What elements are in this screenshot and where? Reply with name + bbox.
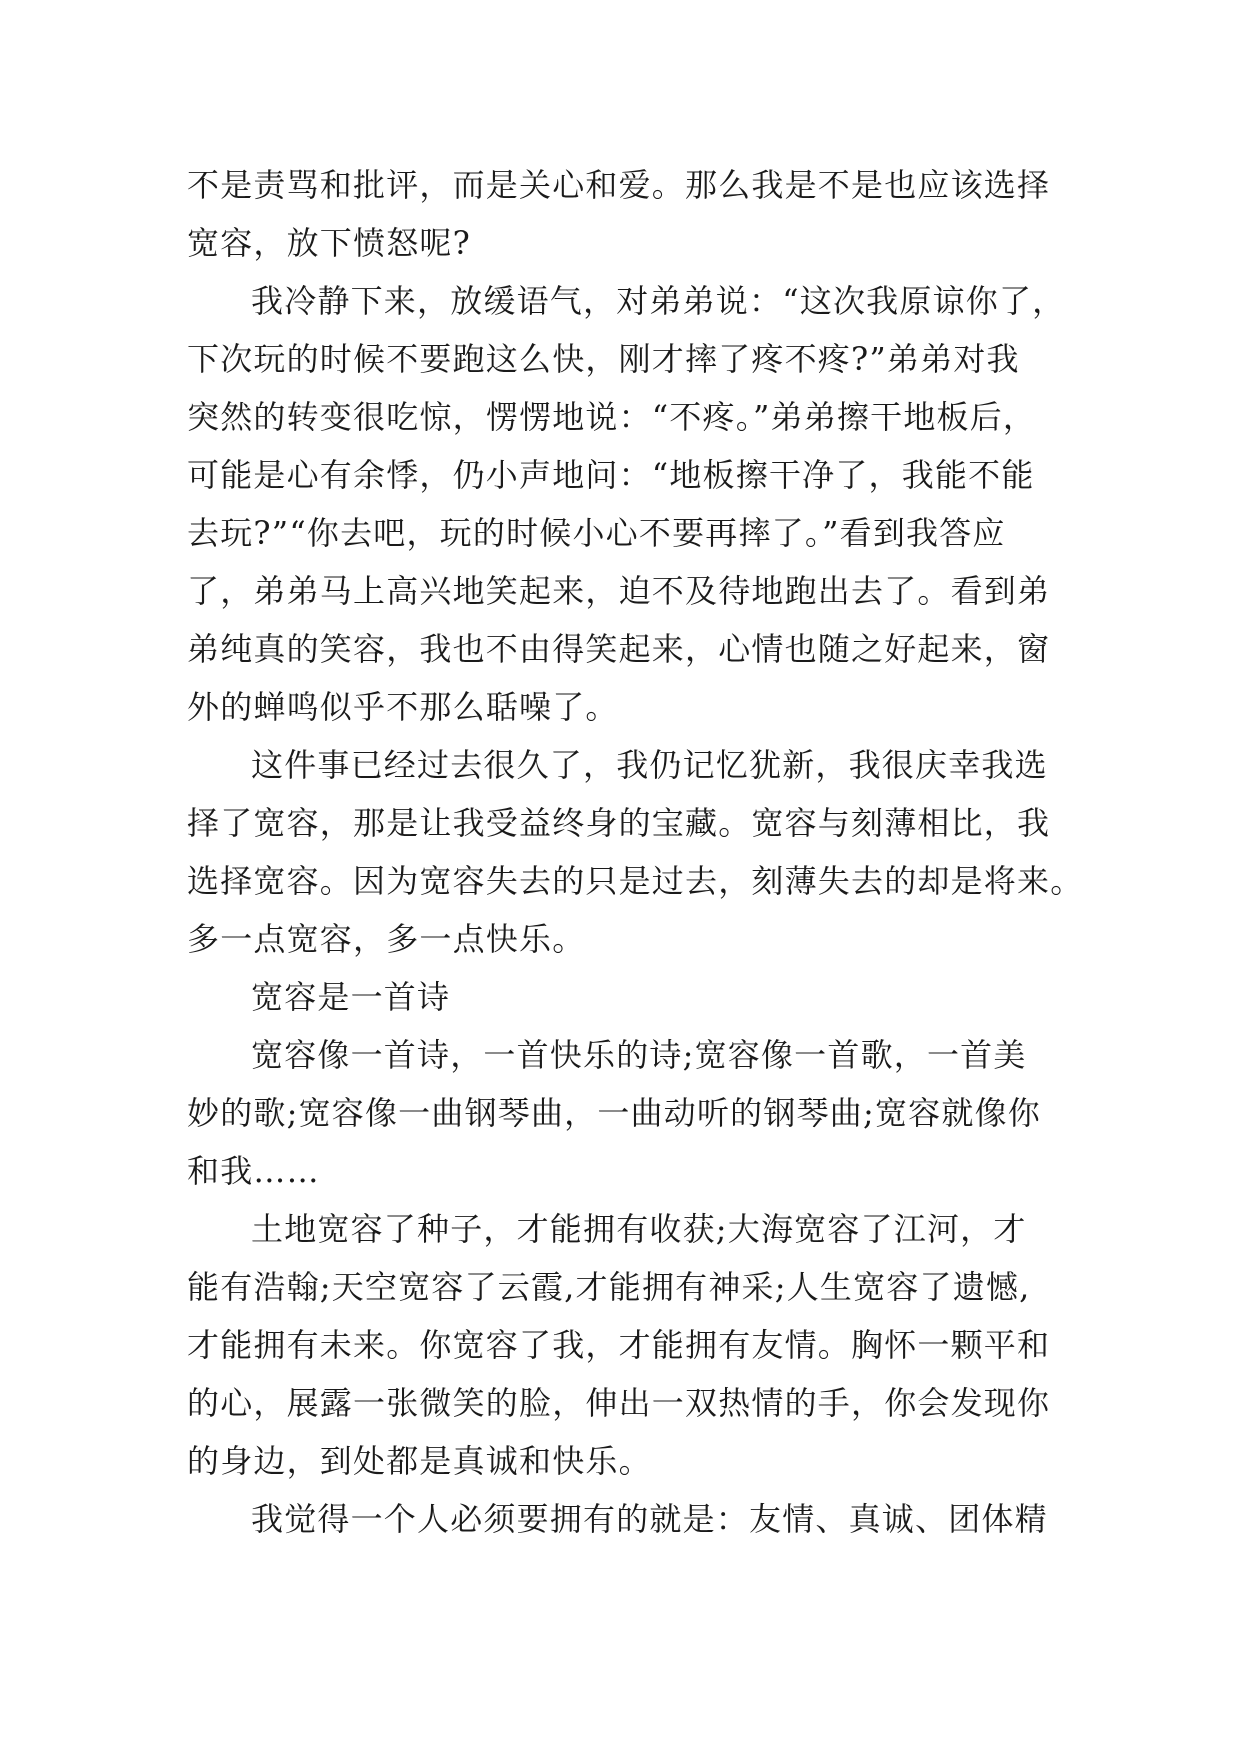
text-line: 能有浩翰;天空宽容了云霞,才能拥有神采;人生宽容了遗憾, bbox=[187, 1268, 1031, 1306]
text-line: 突然的转变很吃惊，愣愣地说：“不疼。”弟弟擦干地板后， bbox=[187, 398, 1037, 436]
text-line: 宽容，放下愤怒呢? bbox=[187, 224, 471, 262]
text-line: 这件事已经过去很久了，我仍记忆犹新，我很庆幸我选 bbox=[251, 746, 1048, 784]
text-line: 择了宽容，那是让我受益终身的宝藏。宽容与刻薄相比，我 bbox=[187, 804, 1051, 842]
text-line: 的身边，到处都是真诚和快乐。 bbox=[187, 1442, 652, 1480]
text-line: 可能是心有余悸，仍小声地问：“地板擦干净了，我能不能 bbox=[187, 456, 1035, 494]
text-line: 妙的歌;宽容像一曲钢琴曲，一曲动听的钢琴曲;宽容就像你 bbox=[187, 1094, 1041, 1132]
text-line: 和我…… bbox=[187, 1152, 320, 1190]
article-body bbox=[187, 156, 1084, 1548]
text-line: 弟纯真的笑容，我也不由得笑起来，心情也随之好起来，窗 bbox=[187, 630, 1051, 668]
text-line: 的心，展露一张微笑的脸，伸出一双热情的手，你会发现你 bbox=[187, 1384, 1051, 1422]
text-line: 去玩?”“你去吧，玩的时候小心不要再摔了。”看到我答应 bbox=[187, 514, 1006, 552]
text-line: 宽容像一首诗，一首快乐的诗;宽容像一首歌，一首美 bbox=[251, 1036, 1027, 1074]
text-line: 外的蝉鸣似乎不那么聒噪了。 bbox=[187, 688, 619, 726]
text-line: 土地宽容了种子，才能拥有收获;大海宽容了江河，才 bbox=[251, 1210, 1027, 1248]
text-line: 了，弟弟马上高兴地笑起来，迫不及待地跑出去了。看到弟 bbox=[187, 572, 1051, 610]
text-line: 下次玩的时候不要跑这么快，刚才摔了疼不疼?”弟弟对我 bbox=[187, 340, 1020, 378]
text-line: 我觉得一个人必须要拥有的就是：友情、真诚、团体精 bbox=[251, 1500, 1048, 1538]
text-line: 不是责骂和批评，而是关心和爱。那么我是不是也应该选择 bbox=[187, 166, 1051, 204]
text-line: 我冷静下来，放缓语气，对弟弟说：“这次我原谅你了， bbox=[251, 282, 1066, 320]
text-line: 选择宽容。因为宽容失去的只是过去，刻薄失去的却是将来。 bbox=[187, 862, 1084, 900]
text-line: 多一点宽容，多一点快乐。 bbox=[187, 920, 586, 958]
section-heading: 宽容是一首诗 bbox=[251, 978, 451, 1016]
text-line: 才能拥有未来。你宽容了我，才能拥有友情。胸怀一颗平和 bbox=[187, 1326, 1051, 1364]
